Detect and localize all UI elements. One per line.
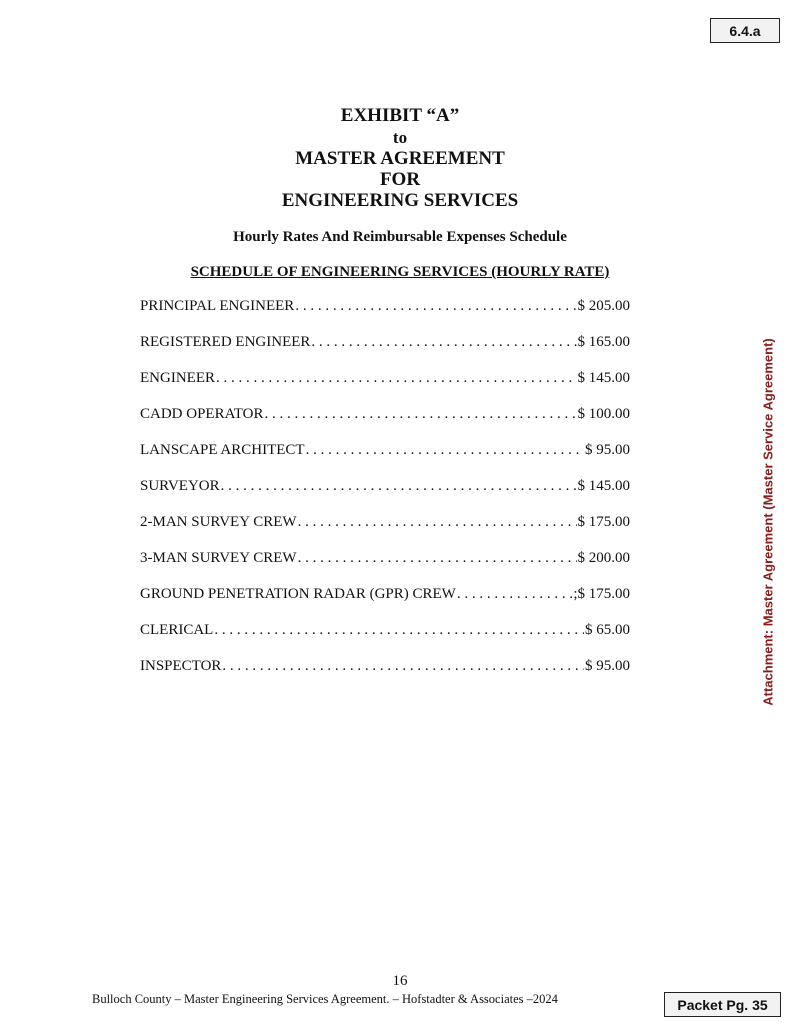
rate-row <box>140 442 630 478</box>
page-number: 16 <box>392 973 408 989</box>
rate-role: REGISTERED ENGINEER <box>140 334 311 350</box>
exhibit-title: EXHIBIT “A” <box>340 105 460 126</box>
dot-leader <box>298 550 577 567</box>
rate-row <box>140 334 630 370</box>
dot-leader <box>457 586 572 603</box>
rate-role: SURVEYOR <box>140 478 220 494</box>
rate-row <box>140 622 630 658</box>
rate-role: LANSCAPE ARCHITECT <box>140 442 305 458</box>
rate-row <box>140 478 630 514</box>
dot-leader <box>306 442 584 459</box>
rate-row <box>140 586 630 622</box>
dot-leader <box>222 658 584 675</box>
rate-price: $ 145.00 <box>577 370 630 386</box>
rate-price: $ 95.00 <box>585 442 630 458</box>
rate-price: $ 95.00 <box>585 658 630 674</box>
rate-row <box>140 370 630 406</box>
rate-row <box>140 514 630 550</box>
footer-text: Bulloch County – Master Engineering Services Agreement. – Hofstadter & Associates –2024 <box>92 992 558 1006</box>
exhibit-to: to <box>392 128 408 147</box>
item-number-tag: 6.4.a <box>710 18 780 43</box>
rate-row <box>140 550 630 586</box>
exhibit-heading <box>0 104 800 211</box>
packet-page-tag: Packet Pg. 35 <box>664 992 781 1017</box>
dot-leader <box>311 334 572 351</box>
hourly-rates-list <box>140 298 630 694</box>
agreement-title-line2: FOR <box>379 169 421 190</box>
dot-leader <box>216 370 577 387</box>
rate-price: $ 200.00 <box>577 550 630 566</box>
rate-price: $ 100.00 <box>577 406 630 422</box>
dot-leader <box>221 478 577 495</box>
rate-role: 3-MAN SURVEY CREW <box>140 550 297 566</box>
rates-subtitle: Hourly Rates And Reimbursable Expenses Schedule <box>233 229 567 245</box>
rate-role: GROUND PENETRATION RADAR (GPR) CREW <box>140 586 456 602</box>
dot-leader <box>214 622 584 639</box>
rate-price: $ 65.00 <box>585 622 630 638</box>
rate-price: $ 205.00 <box>577 298 630 314</box>
rate-role: CADD OPERATOR <box>140 406 264 422</box>
rate-role: 2-MAN SURVEY CREW <box>140 514 297 530</box>
rate-price: ;$ 175.00 <box>573 586 630 602</box>
rate-row <box>140 406 630 442</box>
rate-role: INSPECTOR <box>140 658 222 674</box>
rate-price: $ 175.00 <box>577 514 630 530</box>
dot-leader <box>295 298 576 315</box>
dot-leader <box>265 406 577 423</box>
rate-role: CLERICAL <box>140 622 214 638</box>
dot-leader <box>298 514 577 531</box>
rate-role: PRINCIPAL ENGINEER <box>140 298 295 314</box>
rate-row <box>140 658 630 694</box>
schedule-title: SCHEDULE OF ENGINEERING SERVICES (HOURLY RATE) <box>190 264 610 280</box>
rate-row <box>140 298 630 334</box>
rate-role: ENGINEER <box>140 370 215 386</box>
agreement-title-line3: ENGINEERING SERVICES <box>281 190 519 211</box>
attachment-sidebar-label: Attachment: Master Agreement (Master Service Agreement) <box>760 338 776 706</box>
agreement-title-line1: MASTER AGREEMENT <box>295 148 505 169</box>
rate-price: .$ 165.00 <box>573 334 630 350</box>
rate-price: $ 145.00 <box>577 478 630 494</box>
